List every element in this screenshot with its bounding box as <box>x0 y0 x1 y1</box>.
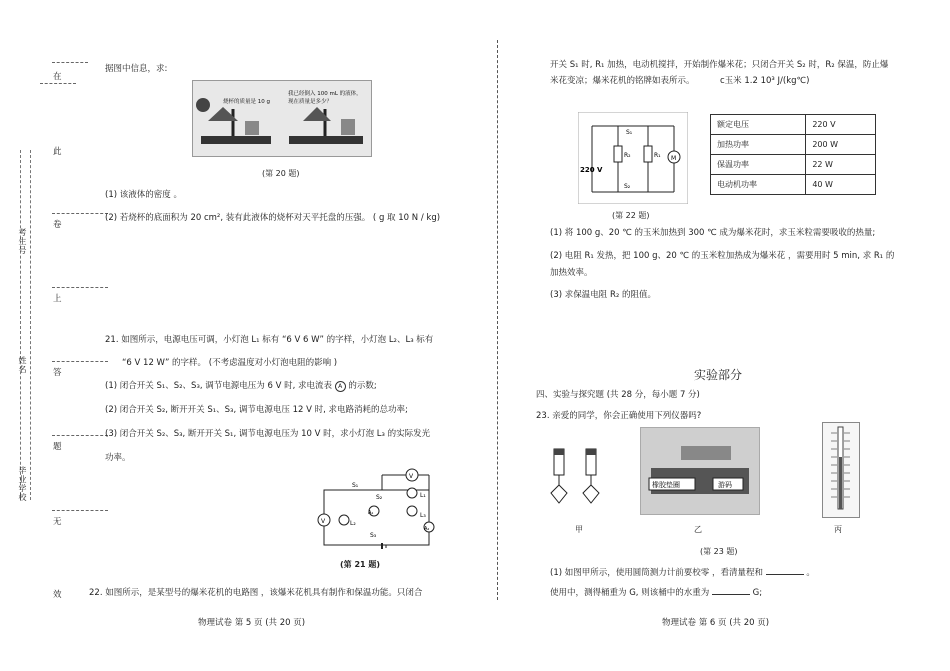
fig22-label: R₁ <box>654 152 661 159</box>
q23-part1-b: 。 <box>806 568 815 578</box>
q23-figure-b <box>640 427 760 515</box>
seal-char: 题 <box>53 442 62 452</box>
fig21-label: L₃ <box>420 512 426 519</box>
q22-part1: (1) 将 100 g、20 ℃ 的玉米加热到 300 ℃ 成为爆米花时，求玉米粒需要吸收的热量; <box>550 228 876 238</box>
q21-part1 <box>105 381 377 392</box>
q21-part3b: 功率。 <box>105 453 131 463</box>
seal-char: 卷 <box>53 220 62 230</box>
q22-part3: (3) 求保温电阻 R₂ 的阻值。 <box>550 290 656 300</box>
q23-part1-line1 <box>550 566 815 579</box>
q23-part1-line2 <box>550 586 762 599</box>
binding-dash-line-outer <box>20 150 21 500</box>
q21-circuit-figure <box>312 465 440 575</box>
q20-intro: 据图中信息，求: <box>105 64 168 74</box>
q23-caption: (第 23 题) <box>700 547 738 556</box>
q22-caption: (第 22 题) <box>612 211 650 220</box>
q20-caption: (第 20 题) <box>262 169 300 178</box>
school-label: 毕业学校 <box>18 466 27 502</box>
specific-heat: c玉米 1.2 10³ J/(kg℃) <box>720 76 810 86</box>
fig22-label: M <box>671 155 677 162</box>
q22-circuit-diagram <box>578 112 688 204</box>
table-cell: 电动机功率 <box>711 175 806 195</box>
fig21-label: L₂ <box>350 520 356 527</box>
seal-dash <box>52 62 88 63</box>
table-cell: 220 V <box>806 115 876 135</box>
balance-illustration <box>193 81 371 156</box>
seal-dash <box>52 435 108 436</box>
table-cell: 加热功率 <box>711 135 806 155</box>
q21-part1-a: (1) 闭合开关 S₁、S₂、S₃, 调节电源电压为 6 V 时, 求电流表 <box>105 381 332 391</box>
answer-blank[interactable] <box>712 586 750 595</box>
fig22-label: S₂ <box>624 183 631 190</box>
seal-char: 答 <box>53 368 62 378</box>
q22-line1: 22. 如图所示，是某型号的爆米花机的电路图 ，该爆米花机具有制作和保温功能。只闭合 <box>89 588 423 598</box>
fig23-text: 游码 <box>718 481 732 489</box>
q20-part1: (1) 该液体的密度 。 <box>105 190 182 200</box>
spec-table <box>710 114 876 195</box>
fig21-label: V <box>321 518 326 525</box>
q23-label-b: 乙 <box>694 525 702 534</box>
spring-scale-illustration <box>548 445 608 515</box>
answer-blank[interactable] <box>766 566 804 575</box>
table-row <box>711 175 876 195</box>
seal-dash <box>52 361 108 362</box>
seal-dash <box>52 510 108 511</box>
table-cell: 200 W <box>806 135 876 155</box>
q22-line2: 开关 S₁ 时, R₁ 加热，电动机搅拌，开始制作爆米花；只闭合开关 S₂ 时，R₂ 保温，防止爆 <box>550 60 889 70</box>
section-iv-heading: 四、实验与探究题 (共 28 分，每小题 7 分) <box>536 390 700 400</box>
fig21-label: V <box>409 473 414 480</box>
exam-number-label: 考生号 <box>18 228 27 255</box>
seal-dash <box>52 213 108 214</box>
seal-dash <box>40 83 76 84</box>
seal-dash <box>52 287 108 288</box>
name-label: 姓名 <box>18 356 27 374</box>
fig21-label: S₁ <box>352 482 359 489</box>
q21-caption: (第 21 题) <box>340 560 381 569</box>
fig22-label: 220 V <box>580 166 603 174</box>
q23-figure-a <box>548 445 608 515</box>
seal-char: 效 <box>53 590 62 600</box>
table-row <box>711 115 876 135</box>
balance-photo-illustration <box>641 428 759 514</box>
seal-char: 在 <box>53 72 62 82</box>
fig21-label: A₂ <box>424 526 430 532</box>
fig21-label: L₁ <box>420 492 426 499</box>
ammeter-symbol: A <box>335 381 346 392</box>
q20-fig-text3: 现在质量是多少？ <box>288 99 333 105</box>
binding-dash-line-inner <box>30 150 31 500</box>
q21-part2: (2) 闭合开关 S₂, 断开开关 S₁、S₃, 调节电源电压 12 V 时, 求电路消耗的总功率; <box>105 405 408 415</box>
q21-part1-b: 的示数; <box>348 381 377 391</box>
q23-part1-d: G; <box>752 588 763 598</box>
q21-line1: 21. 如图所示，电源电压可调，小灯泡 L₁ 标有 “6 V 6 W” 的字样，小灯泡 L₂、L₃ 标有 <box>105 335 434 345</box>
q20-figure <box>192 80 372 157</box>
page-divider <box>497 40 498 600</box>
fig21-label: S₂ <box>376 494 383 501</box>
seal-char: 此 <box>53 147 62 157</box>
q23-intro: 23. 亲爱的同学，你会正确使用下列仪器吗? <box>536 411 702 421</box>
right-page-footer: 物理试卷 第 6 页 (共 20 页) <box>662 618 770 628</box>
table-cell: 保温功率 <box>711 155 806 175</box>
left-page-footer: 物理试卷 第 5 页 (共 20 页) <box>198 618 306 628</box>
fig22-label: S₁ <box>626 129 633 136</box>
fig23-text: 橡胶垫圈 <box>652 481 680 489</box>
q21-line2: “6 V 12 W” 的字样。 (不考虑温度对小灯泡电阻的影响 ) <box>122 358 338 368</box>
table-cell: 22 W <box>806 155 876 175</box>
q21-part3a: (3) 闭合开关 S₂、S₃, 断开开关 S₁, 调节电源电压为 10 V 时，求小灯泡 L₃ 的实际发光 <box>105 429 431 439</box>
q23-part1-a: (1) 如图甲所示，使用圆筒测力计前要校零 ，看清量程和 <box>550 568 763 578</box>
q22-line3: 米花变凉；爆米花机的铭牌如表所示。 <box>550 76 695 86</box>
q23-figure-c <box>822 422 860 518</box>
q20-fig-text2: 我已经倒入 100 mL 的液体， <box>288 91 362 97</box>
table-row <box>711 135 876 155</box>
q22-part2b: 加热效率。 <box>550 268 593 278</box>
q23-label-c: 丙 <box>834 525 842 534</box>
section-title: 实验部分 <box>694 368 743 382</box>
q22-part2a: (2) 电阻 R₁ 发热，把 100 g、20 ℃ 的玉米粒加热成为爆米花 ，需要用时 5 min, 求 R₁ 的 <box>550 251 895 261</box>
table-cell: 40 W <box>806 175 876 195</box>
fig21-label: A₁ <box>368 510 374 516</box>
q23-part1-c: 使用中，测得桶重为 G, 则该桶中的水重为 <box>550 588 710 598</box>
seal-char: 上 <box>53 294 62 304</box>
q20-fig-text1: 烧杯的质量是 10 g <box>223 99 270 105</box>
table-row <box>711 155 876 175</box>
fig22-label: R₂ <box>624 152 631 159</box>
q22-circuit-figure <box>578 112 688 204</box>
seal-char: 无 <box>53 517 62 527</box>
thermometer-illustration <box>823 423 859 517</box>
q20-part2: (2) 若烧杯的底面积为 20 cm², 装有此液体的烧杯对天平托盘的压强。 ( g 取 10 N / kg) <box>105 213 441 223</box>
fig21-label: S₃ <box>370 532 377 539</box>
q23-label-a: 甲 <box>575 525 583 534</box>
table-cell: 额定电压 <box>711 115 806 135</box>
